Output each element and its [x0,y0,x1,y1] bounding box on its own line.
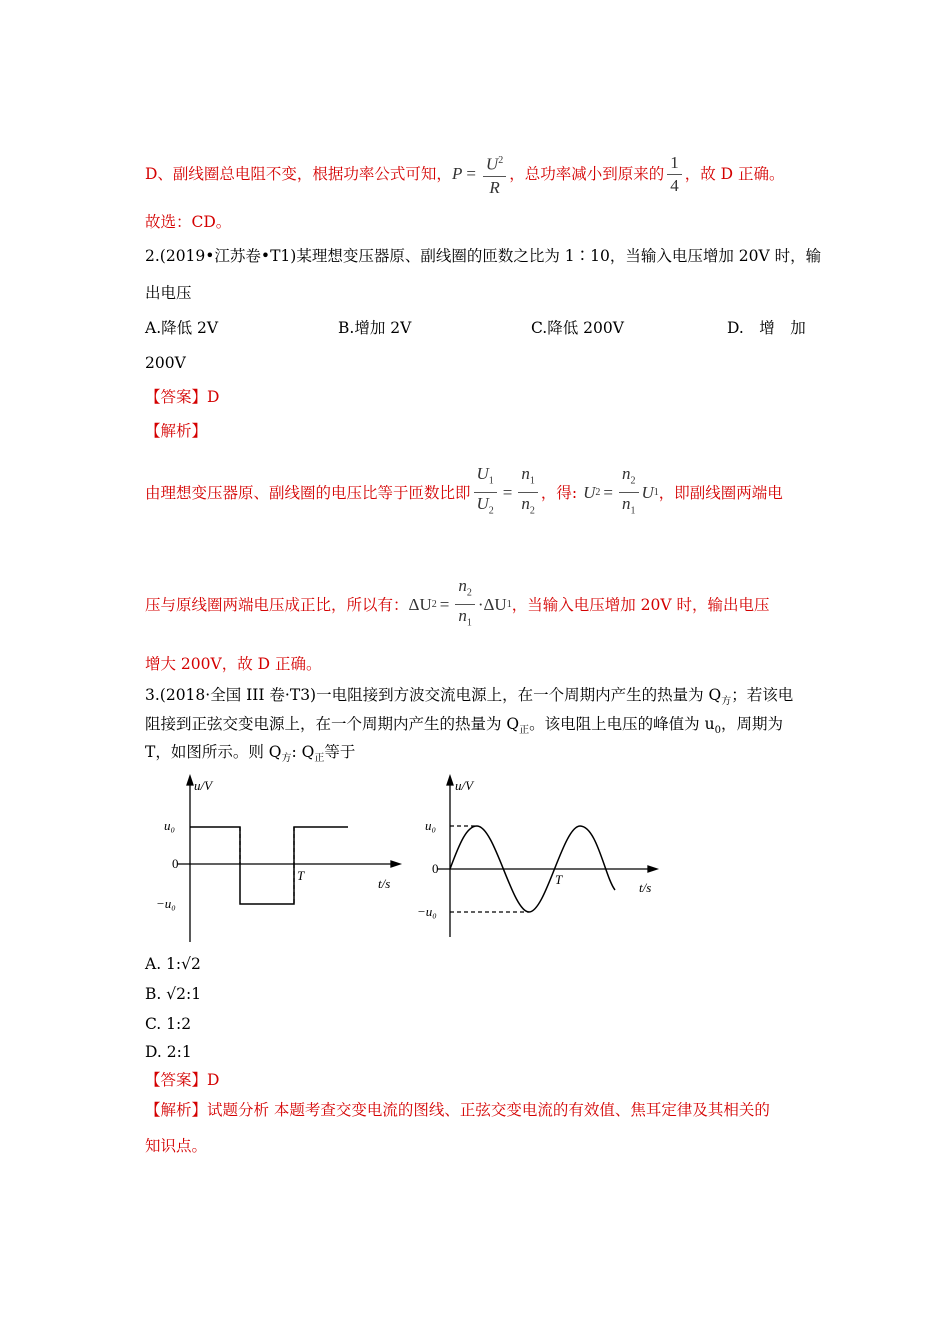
line-d-middle: ，总功率减小到原来的 [509,165,665,184]
sine-y-axis-label: u/V [455,778,474,793]
q3-option-a: A. 1:√2 [145,955,201,973]
q2-option-a: A.降低 2V [145,319,219,337]
square-x-axis-label: t/s [378,876,391,891]
q2-option-d: D. 增 加 [727,319,806,337]
q2-explanation-line3: 增大 200V，故 D 正确。 [145,655,322,673]
voltage-ratio-formula: $\frac{U_1}{U_2}$ = $\frac{n_1}{n_2}$ [471,463,541,523]
q2-explanation-line2: 压与原线圈两端电压成正比，所以有： ΔU 2 = $\frac{n_2}{n_1}$ · ΔU 1 ，当输入电压增加 20V 时，输出电压 [145,575,770,635]
line-d-explanation [145,150,785,199]
delta-voltage-formula: ΔU 2 = $\frac{n_2}{n_1}$ · ΔU 1 [408,576,512,629]
sine-neg-u0-label: −u₀ [417,904,437,919]
q3-analysis-line1: 【解析】试题分析 本题考查交变电流的图线、正弦交变电流的有效值、焦耳定律及其相关的 [145,1101,770,1119]
square-wave-graph [150,772,405,952]
square-T-label: T [297,868,305,883]
q2-option-b: B.增加 2V [338,319,412,337]
square-neg-u0-label: −u₀ [156,896,176,911]
q3-answer: 【答案】D [145,1071,220,1089]
sine-zero-label: 0 [432,861,439,876]
q3-option-b: B. √2:1 [145,985,202,1003]
sine-u0-label: u₀ [425,818,437,833]
sine-T-label: T [555,872,563,887]
q2-answer: 【答案】D [145,388,220,406]
q2-analysis-label: 【解析】 [145,422,208,440]
previous-answer: 故选：CD。 [145,213,232,231]
q3-stem-line1: 3.(2018·全国 III 卷·T3)一电阻接到方波交流电源上，在一个周期内产生的热量为 $Q_方$；若该电 [145,686,794,708]
q3-option-d: D. 2:1 [145,1043,192,1061]
q3-stem-line3: T，如图所示。则 $Q_方$: $Q_正$等于 [145,743,356,765]
q2-stem-line1: 2.(2019•江苏卷•T1)某理想变压器原、副线圈的匝数之比为 1∶10，当输入电压增加 20V 时，输 [145,247,822,265]
sine-wave-graph [415,772,665,952]
q2-option-d-cont: 200V [145,354,186,372]
square-zero-label: 0 [172,856,179,871]
q2-explanation-line1: 由理想变压器原、副线圈的电压比等于匝数比即 $\frac{U_1}{U_2}$ = $\frac{n_1}{n_2}$ ，得: U 2 = $\frac{n_2}{n_1}$ U 1 ，即副线圈两端电 [145,463,783,523]
quarter-fraction: $\frac{1}{4}$ [667,152,682,197]
sine-x-axis-label: t/s [639,880,652,895]
power-formula: P = $\frac{U^2}{R}$ [452,150,509,199]
square-u0-label: u₀ [164,818,176,833]
line-d-suffix: ，故 D 正确。 [684,165,785,184]
secondary-voltage-formula: U 2 = $\frac{n_2}{n_1}$ U 1 [583,464,659,517]
line-d-prefix: D、副线圈总电阻不变，根据功率公式可知， [145,165,452,184]
square-y-axis-label: u/V [194,778,213,793]
q2-option-c: C.降低 200V [531,319,624,337]
q3-analysis-line2: 知识点。 [145,1137,208,1155]
q3-stem-line2: 阻接到正弦交变电源上，在一个周期内产生的热量为 $Q_正$。该电阻上电压的峰值为 $u_0$，周期为 [145,715,783,737]
q2-stem-line2: 出电压 [145,284,192,302]
q3-option-c: C. 1:2 [145,1015,192,1033]
